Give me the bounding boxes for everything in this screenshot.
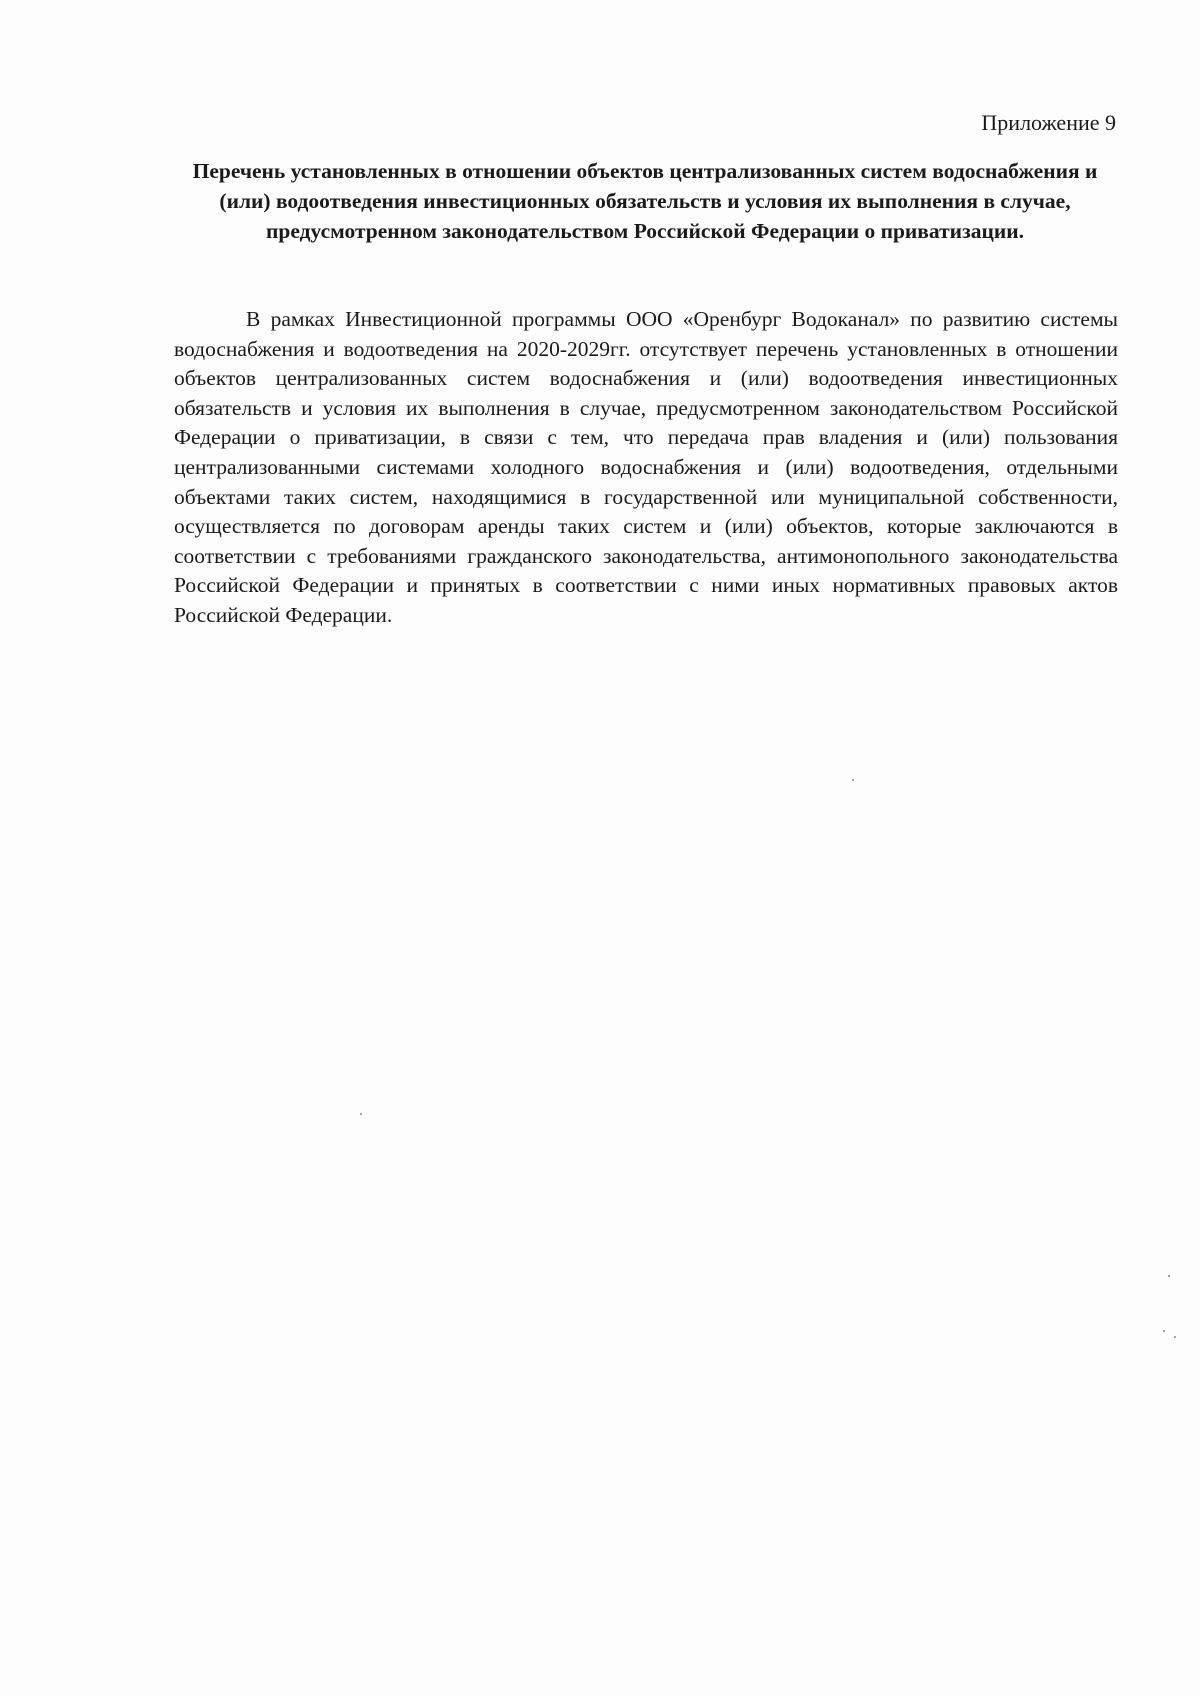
scan-speck [1174,1336,1176,1338]
document-body-paragraph: В рамках Инвестиционной программы ООО «Оренбург Водоканал» по развитию системы водоснабжения и водоотведения на 2020-2029гг. отсутствует перечень установленных в отношении объектов централизованных систем водоснабжения и (или) водоотведения инвестиционных обязательств и условия их выполнения в случае, предусмотренном законодательством Российской Федерации о приватизации, в связи с тем, что передача прав владения и (или) пользования централизованными системами холодного водоснабжения и (или) водоотведения, отдельными объектами таких систем, находящимися в государственной или муниципальной собственности, осуществляется по договорам аренды таких систем и (или) объектов, которые заключаются в соответствии с требованиями гражданского законодательства, антимонопольного законодательства Российской Федерации и принятых в соответствии с ними иных нормативных правовых актов Российской Федерации. [174,307,1118,627]
appendix-label: Приложение 9 [981,110,1116,135]
scan-speck [1163,1330,1165,1332]
document-title: Перечень установленных в отношении объектов централизованных систем водоснабжения и (или) водоотведения инвестиционных обязательств и условия их выполнения в случае, предусмотренном законодательством Российской Федерации о приватизации. [192,159,1098,243]
scan-speck [1168,1275,1170,1277]
scan-speck [360,1113,362,1115]
scan-speck [852,779,854,781]
